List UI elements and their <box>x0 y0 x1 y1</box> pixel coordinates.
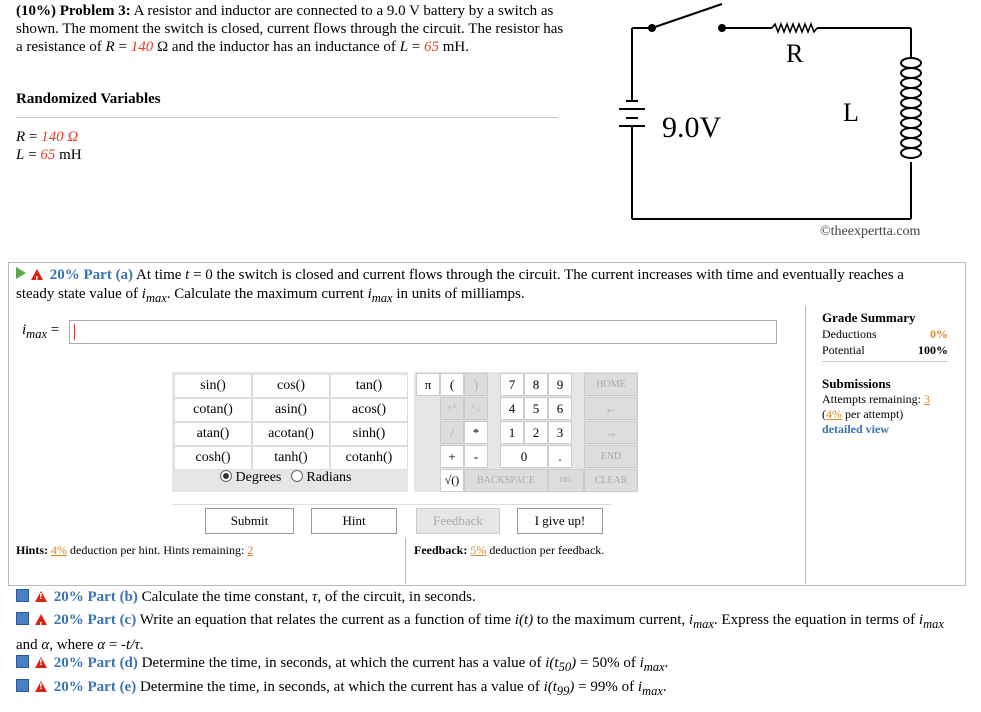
randomized-r: R = 140 Ω <box>16 129 79 145</box>
pi-button[interactable]: π <box>416 373 440 396</box>
part-b-row[interactable]: ! 20% Part (b) Calculate the time constant, τ, of the circuit, in seconds. <box>16 589 476 606</box>
home-button[interactable]: HOME <box>584 373 638 396</box>
digit-8-button[interactable]: 8 <box>524 373 548 396</box>
tanh-button[interactable]: tanh() <box>252 446 330 470</box>
acos-button[interactable]: acos() <box>330 398 408 422</box>
down-arrow-button[interactable]: ^↓ <box>464 397 488 420</box>
feedback-info: Feedback: 5% deduction per feedback. <box>414 543 605 557</box>
switch-blade <box>652 4 722 28</box>
hint-button[interactable]: Hint <box>311 508 397 534</box>
digit-0-button[interactable]: 0 <box>500 445 548 468</box>
tan-button[interactable]: tan() <box>330 374 408 398</box>
digit-2-button[interactable]: 2 <box>524 421 548 444</box>
randomized-vars <box>16 128 82 164</box>
switch-pivot <box>648 24 656 32</box>
divider <box>16 117 558 118</box>
warning-icon <box>35 681 47 692</box>
warning-icon <box>31 269 43 280</box>
feedback-button[interactable]: Feedback <box>416 508 500 534</box>
radians-radio[interactable] <box>291 470 303 482</box>
problem-label: (10%) Problem 3: <box>16 3 131 19</box>
cotan-button[interactable]: cotan() <box>174 398 252 422</box>
sqrt-button[interactable]: √() <box>440 469 464 492</box>
left-arrow-button[interactable]: ← <box>584 397 638 420</box>
expand-square-icon[interactable] <box>16 612 29 625</box>
warning-icon <box>35 657 47 668</box>
resistor-zigzag <box>772 24 817 32</box>
part-e-row[interactable]: ! 20% Part (e) Determine the time, in seconds, at which the current has a value of $i(t_{99}) = 99\%$ of $i_{max}$. <box>16 679 667 699</box>
submit-button[interactable]: Submit <box>205 508 294 534</box>
expand-square-icon[interactable] <box>16 655 29 668</box>
detailed-view-link[interactable]: detailed view <box>822 422 889 436</box>
give-up-button[interactable]: I give up! <box>517 508 603 534</box>
part-a-question: ! 20% Part (a) At time t = 0 the switch is closed and current flows through the circuit. The current increases with time and eventually reaches a steady state value of $i_{max}$. Calculate the maximum current $i_{max}$ in units of milliamps. <box>16 266 946 308</box>
digit-7-button[interactable]: 7 <box>500 373 524 396</box>
grade-summary-heading: Grade Summary <box>822 310 916 325</box>
cos-button[interactable]: cos() <box>252 374 330 398</box>
part-d-row[interactable]: ! 20% Part (d) Determine the time, in seconds, at which the current has a value of $i(t_{50}) = 50\%$ of $i_{max}$. <box>16 655 668 675</box>
text-cursor <box>74 324 75 340</box>
switch-contact <box>718 24 726 32</box>
problem-statement: (10%) Problem 3: A resistor and inductor are connected to a 9.0 V battery by a switch as shown. The moment the switch is closed, current flows through the circuit. The resistor has a resistance of R = 140 Ω and the inductor has an inductance of L = 65 mH. <box>16 3 564 55</box>
asin-button[interactable]: asin() <box>252 398 330 422</box>
lparen-button[interactable]: ( <box>440 373 464 396</box>
rparen-button[interactable]: ) <box>464 373 488 396</box>
randomized-heading: Randomized Variables <box>16 91 161 107</box>
digit-6-button[interactable]: 6 <box>548 397 572 420</box>
acotan-button[interactable]: acotan() <box>252 422 330 446</box>
submissions-heading: Submissions <box>822 376 891 391</box>
del-button[interactable]: DEL <box>548 469 584 492</box>
battery-label: 9.0V <box>662 111 722 144</box>
feedback-deduction: 5% <box>470 543 487 557</box>
function-keypad <box>172 372 408 492</box>
inductor-label: L <box>843 98 859 127</box>
expand-square-icon[interactable] <box>16 679 29 692</box>
sinh-button[interactable]: sinh() <box>330 422 408 446</box>
attempts-remaining: Attempts remaining: 3 <box>822 392 930 406</box>
warning-icon <box>35 591 47 602</box>
backspace-button[interactable]: BACKSPACE <box>464 469 548 492</box>
inductor-coil <box>901 58 921 158</box>
dot-button[interactable]: . <box>548 445 572 468</box>
divide-button[interactable]: / <box>440 421 464 444</box>
sin-button[interactable]: sin() <box>174 374 252 398</box>
angle-mode: Degrees Radians <box>220 470 351 486</box>
answer-label: $i_{max}$ = <box>22 322 60 341</box>
grade-divider <box>805 306 806 584</box>
grade-summary <box>822 310 948 437</box>
atan-button[interactable]: atan() <box>174 422 252 446</box>
plus-button[interactable]: + <box>440 445 464 468</box>
end-button[interactable]: END <box>584 445 638 468</box>
randomized-l: L = 65 mH <box>16 147 82 163</box>
clear-button[interactable]: CLEAR <box>584 469 638 492</box>
resistor-label: R <box>786 39 804 68</box>
number-keypad <box>414 372 638 492</box>
potential-row: Potential 100% <box>822 342 948 362</box>
hint-deduction: 4% <box>51 543 68 557</box>
digit-5-button[interactable]: 5 <box>524 397 548 420</box>
hints-divider <box>405 538 406 584</box>
part-c-row[interactable]: ! 20% Part (c) Write an equation that relates the current as a function of time i(t) to the maximum current, $i_{max}$. Express the equation in terms of $i_{max}$ and α, where α = -t/τ. <box>16 610 961 656</box>
minus-button[interactable]: - <box>464 445 488 468</box>
right-arrow-button[interactable]: → <box>584 421 638 444</box>
expand-square-icon[interactable] <box>16 589 29 602</box>
circuit-diagram <box>600 0 981 250</box>
hints-remaining: 2 <box>247 543 254 557</box>
up-arrow-button[interactable]: ↑^ <box>440 397 464 420</box>
part-a-label: 20% Part (a) <box>49 267 134 283</box>
per-attempt: (4% per attempt) <box>822 407 904 421</box>
digit-3-button[interactable]: 3 <box>548 421 572 444</box>
degrees-radio[interactable] <box>220 470 232 482</box>
cotanh-button[interactable]: cotanh() <box>330 446 408 470</box>
cosh-button[interactable]: cosh() <box>174 446 252 470</box>
copyright-credit: ©theexpertta.com <box>820 224 921 239</box>
deductions-row: Deductions 0% <box>822 327 948 341</box>
digit-9-button[interactable]: 9 <box>548 373 572 396</box>
expand-triangle-icon[interactable] <box>16 267 26 279</box>
digit-4-button[interactable]: 4 <box>500 397 524 420</box>
answer-input[interactable] <box>69 320 777 344</box>
digit-1-button[interactable]: 1 <box>500 421 524 444</box>
hints-info: Hints: 4% deduction per hint. Hints remaining: 2 <box>16 543 254 557</box>
warning-icon <box>35 614 47 625</box>
multiply-button[interactable]: * <box>464 421 488 444</box>
